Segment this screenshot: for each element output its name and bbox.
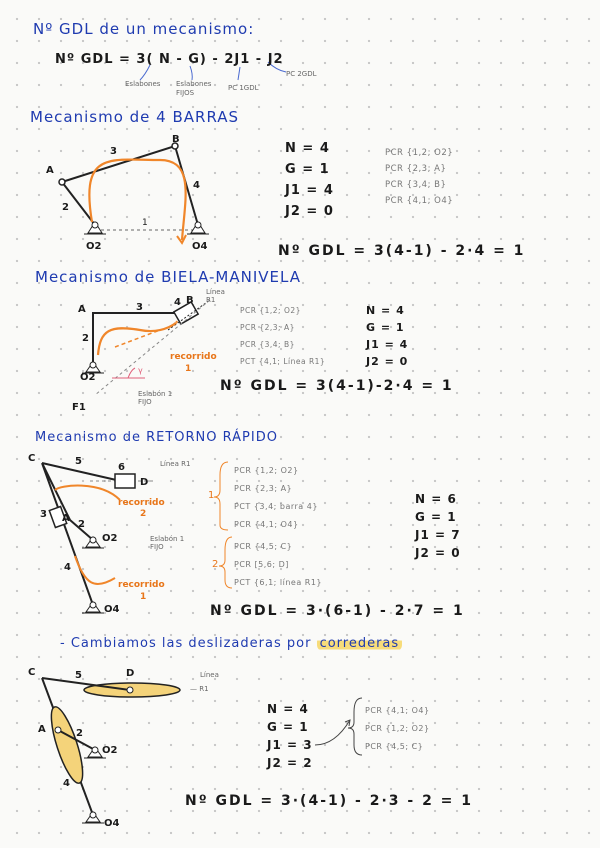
s2-values [366, 302, 408, 370]
s4-j1: J1 = 3 [267, 738, 313, 752]
group-2-label: 2 [212, 559, 219, 570]
label-bar-1: 1 [142, 218, 148, 228]
s2-j1: J1 = 4 [366, 338, 409, 351]
s3-j2: J2 = 0 [415, 546, 461, 560]
s4-n: N = 4 [267, 702, 309, 716]
s4-values [267, 700, 313, 772]
label-c: C [28, 453, 36, 464]
note-1gdl: PC 1GDL [228, 84, 259, 92]
page-title: Nº GDL de un mecanismo: [33, 20, 255, 38]
s3-g: G = 1 [415, 510, 457, 524]
s2-j2: J2 = 0 [366, 355, 409, 368]
section-title-correderas [60, 636, 402, 651]
s1-pairs [385, 145, 453, 209]
label-d: D [126, 668, 135, 679]
pair: PCR {4,5; C} [365, 742, 424, 751]
label-recorrido-1: recorrido [118, 580, 165, 590]
pair: PCR [5,6; D] [234, 560, 289, 569]
pair: PCR {1,2; O2} [385, 148, 454, 158]
label-a: A [46, 165, 54, 176]
label-a: A [62, 513, 70, 524]
s3-j1: J1 = 7 [415, 528, 461, 542]
label-bar-3: 3 [136, 302, 143, 313]
label-bar-2: 2 [76, 728, 83, 739]
label-bar-4: 4 [174, 297, 181, 308]
label-linea: Línea [200, 671, 219, 679]
label-recorrido-1-num: 1 [140, 592, 147, 602]
s2-n: N = 4 [366, 304, 405, 317]
pair: PCR {2,3; A} [234, 484, 293, 493]
pair: PCT {3,4; barra 4} [234, 502, 318, 511]
title-highlight: correderas [317, 636, 403, 651]
label-linea-r1: Línea R1 [160, 460, 191, 468]
s1-g: G = 1 [285, 162, 330, 177]
label-bar-5: 5 [75, 670, 82, 681]
label-c: C [28, 667, 36, 678]
ground-support-o2-s3 [82, 537, 104, 548]
ground-support-o4-s3 [82, 602, 104, 613]
pair: PCR {3,4; B} [240, 340, 295, 349]
label-d: D [140, 477, 149, 488]
label-a: A [78, 304, 86, 315]
s1-result: Nº GDL = 3(4-1) - 2·4 = 1 [278, 243, 526, 259]
label-linea-r1: Línea R1 [206, 288, 225, 304]
label-bar-2: 2 [62, 202, 69, 213]
note-2gdl: PC 2GDL [286, 70, 317, 78]
s4-pairs [365, 702, 430, 756]
label-o4: O4 [104, 818, 120, 829]
label-bar-6: 6 [118, 462, 125, 473]
quick-return-diagram [42, 462, 232, 613]
s1-j2: J2 = 0 [285, 204, 334, 219]
pair: PCR {2,3; A} [240, 323, 295, 332]
s3-values [415, 490, 461, 562]
s3-result: Nº GDL = 3·(6-1) - 2·7 = 1 [210, 603, 465, 619]
ground-support-o2 [84, 222, 106, 234]
label-bar-2: 2 [78, 519, 85, 530]
label-b: B [186, 295, 194, 306]
label-gamma: γ [138, 366, 143, 375]
s3-pairs [234, 462, 322, 592]
s1-values [285, 138, 334, 222]
pair: PCR {1,2; O2} [234, 466, 299, 475]
s2-result: Nº GDL = 3(4-1)-2·4 = 1 [220, 378, 454, 394]
label-o2: O2 [102, 533, 118, 544]
pair: PCT {4,1; Línea R1} [240, 357, 326, 366]
pair: PCR {4,1; O4} [234, 520, 299, 529]
label-recorrido-2-num: 2 [140, 509, 147, 519]
label-r1: — R1 [190, 685, 209, 693]
note-eslabones: Eslabones [125, 80, 161, 88]
gdl-formula: Nº GDL = 3( N - G) - 2J1 - J2 [55, 52, 284, 67]
s4-result: Nº GDL = 3·(4-1) - 2·3 - 2 = 1 [185, 793, 474, 809]
label-recorrido-num: 1 [185, 364, 192, 374]
section-title-4-barras: Mecanismo de 4 BARRAS [30, 108, 240, 126]
label-b: B [172, 134, 180, 145]
s4-j2: J2 = 2 [267, 756, 313, 770]
pair: PCR {2,3; A} [385, 164, 447, 174]
s1-j1: J1 = 4 [285, 183, 334, 198]
pair: PCR {3,4; B} [385, 180, 447, 190]
s4-g: G = 1 [267, 720, 309, 734]
group-1-label: 1 [208, 490, 215, 501]
label-recorrido-2: recorrido [118, 498, 165, 508]
label-f1: F1 [72, 402, 86, 413]
label-bar-2: 2 [82, 333, 89, 344]
label-o4: O4 [192, 241, 208, 252]
s2-g: G = 1 [366, 321, 405, 334]
slider-crank-diagram [82, 300, 210, 395]
section-title-biela-manivela: Mecanismo de BIELA-MANIVELA [35, 268, 301, 286]
four-bar-diagram [59, 143, 209, 243]
pair: PCR {4,5; C} [234, 542, 293, 551]
note-fijos: Eslabones FIJOS [176, 80, 212, 97]
label-eslabon-fijo: Eslabón 1 FIJO [150, 535, 185, 551]
label-bar-5: 5 [75, 456, 82, 467]
s2-pairs [240, 302, 325, 370]
s1-n: N = 4 [285, 141, 330, 156]
label-bar-3: 3 [40, 509, 47, 520]
label-a: A [38, 724, 46, 735]
pair: PCT {6,1; línea R1} [234, 578, 323, 587]
ground-support-o4-s4 [82, 812, 104, 823]
label-bar-4: 4 [193, 180, 200, 191]
label-bar-3: 3 [110, 146, 117, 157]
ground-support-o4 [187, 222, 209, 234]
s3-n: N = 6 [415, 492, 457, 506]
title-text: - Cambiamos las deslizaderas por [60, 636, 312, 651]
label-o2: O2 [80, 372, 96, 383]
label-eslabon-fijo: Eslabón 1 FIJO [138, 390, 173, 406]
label-bar-4: 4 [64, 562, 71, 573]
label-o4: O4 [104, 604, 120, 615]
pair: PCR {4,1; O4} [385, 196, 454, 206]
pair: PCR {1,2; O2} [240, 306, 301, 315]
label-recorrido: recorrido [170, 352, 217, 362]
label-o2: O2 [86, 241, 102, 252]
pair: PCR {4,1; O4} [365, 706, 430, 715]
label-o2: O2 [102, 745, 118, 756]
pair: PCR {1,2; O2} [365, 724, 430, 733]
section-title-retorno-rapido: Mecanismo de RETORNO RÁPIDO [35, 430, 278, 445]
label-bar-4: 4 [63, 778, 70, 789]
